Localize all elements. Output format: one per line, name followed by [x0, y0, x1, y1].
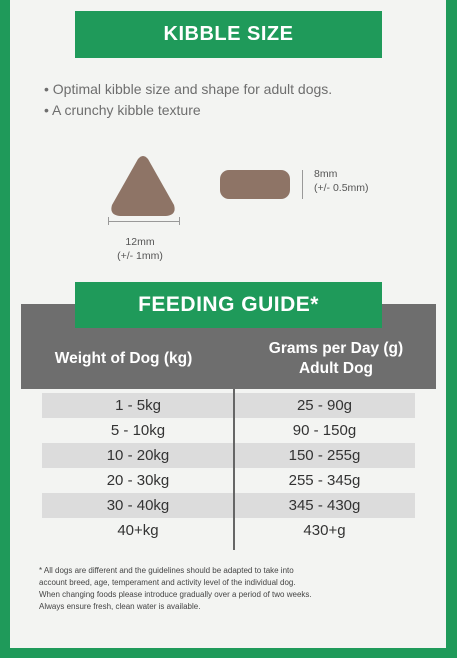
dimension-tick — [179, 217, 180, 225]
height-dimension-line — [302, 170, 303, 199]
weight-cell: 30 - 40kg — [106, 497, 170, 514]
bullet-item: • Optimal kibble size and shape for adult dogs. — [44, 81, 333, 97]
footnote-line: account breed, age, temperament and activity level of the individual dog. — [39, 578, 296, 587]
kibble-bullets — [44, 79, 332, 121]
weight-cell: 1 - 5kg — [115, 397, 161, 414]
grams-cell: 150 - 255g — [288, 447, 361, 464]
grams-cell: 25 - 90g — [296, 397, 353, 414]
dimension-tick — [108, 217, 109, 225]
pill-kibble-icon — [220, 170, 290, 199]
triangle-kibble-icon — [108, 155, 178, 220]
pill-height-label: 8mm — [314, 168, 338, 180]
grams-header-line: Grams per Day (g) — [268, 340, 404, 357]
table-row — [42, 518, 415, 543]
grams-cell: 90 - 150g — [292, 422, 357, 439]
table-row — [42, 443, 415, 468]
weight-column-header: Weight of Dog (kg) — [54, 350, 193, 367]
table-row — [42, 468, 415, 493]
table-row — [42, 393, 415, 418]
kibble-size-title: KIBBLE SIZE — [75, 11, 382, 58]
triangle-width-label: 12mm — [125, 236, 155, 248]
table-row — [42, 418, 415, 443]
footnote-line: * All dogs are different and the guidelines should be adapted to take into — [39, 566, 294, 575]
table-row — [42, 493, 415, 518]
feeding-guide-title: FEEDING GUIDE* — [75, 282, 382, 328]
feeding-table — [42, 393, 415, 543]
width-dimension-line — [108, 221, 180, 222]
weight-cell: 40+kg — [117, 522, 159, 539]
grams-cell: 430+g — [303, 522, 346, 539]
footnote-line: Always ensure fresh, clean water is available. — [39, 602, 201, 611]
pill-tolerance-label: (+/- 0.5mm) — [314, 182, 369, 194]
column-divider — [233, 389, 235, 550]
footnote-line: When changing foods please introduce gradually over a period of two weeks. — [39, 590, 312, 599]
grams-header-subline: Adult Dog — [298, 360, 374, 377]
weight-cell: 5 - 10kg — [110, 422, 166, 439]
feeding-footnote — [39, 565, 419, 613]
grams-cell: 345 - 430g — [288, 497, 361, 514]
grams-column-header — [236, 339, 436, 379]
weight-cell: 20 - 30kg — [106, 472, 170, 489]
triangle-tolerance-label: (+/- 1mm) — [117, 250, 163, 262]
grams-cell: 255 - 345g — [288, 472, 361, 489]
weight-cell: 10 - 20kg — [106, 447, 170, 464]
bullet-item: • A crunchy kibble texture — [44, 102, 201, 118]
